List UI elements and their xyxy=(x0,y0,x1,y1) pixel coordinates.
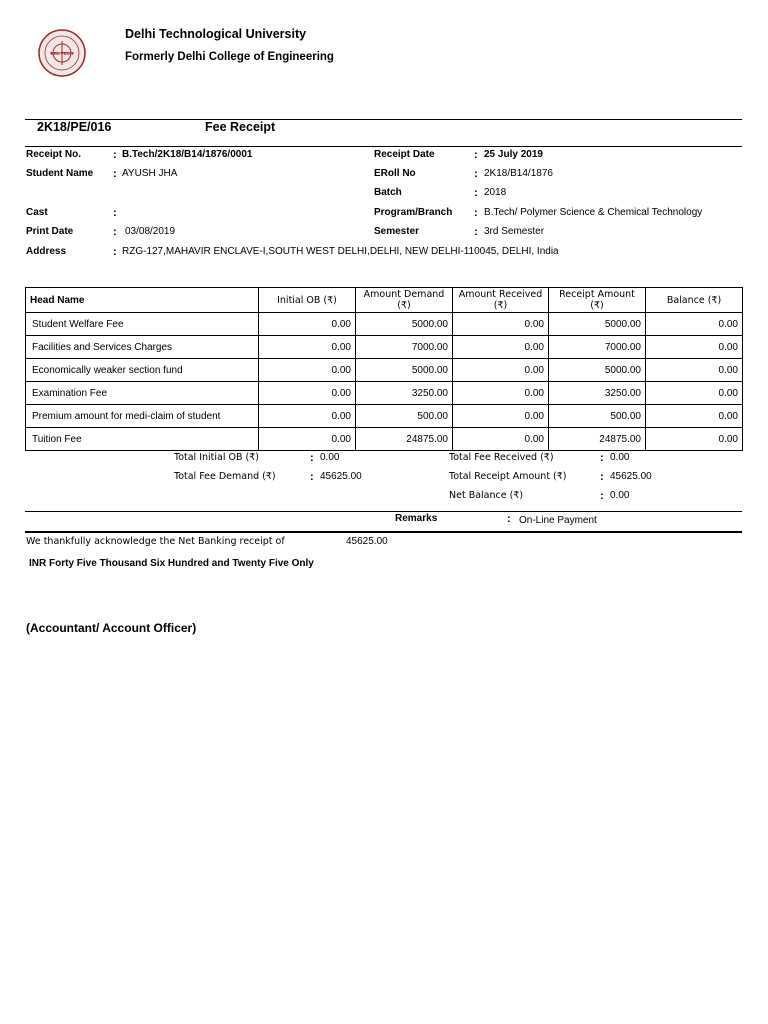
university-former-name: Formerly Delhi College of Engineering xyxy=(125,51,334,63)
receipt-amount-cell: 5000.00 xyxy=(549,359,646,382)
net-balance-value: 0.00 xyxy=(610,490,630,501)
total-fee-received-value: 0.00 xyxy=(610,452,630,463)
head-name-cell: Student Welfare Fee xyxy=(26,313,259,336)
amount-demand-cell: 500.00 xyxy=(356,405,453,428)
table-row xyxy=(26,313,743,336)
balance-cell: 0.00 xyxy=(646,382,743,405)
receipt-amount-cell: 7000.00 xyxy=(549,336,646,359)
total-receipt-amount-label: Total Receipt Amount (₹) xyxy=(449,471,567,482)
semester-label: Semester xyxy=(374,226,420,237)
colon: : xyxy=(474,149,478,161)
eroll-label: ERoll No xyxy=(374,168,416,179)
initial-ob-cell: 0.00 xyxy=(259,313,356,336)
receipt-no-label: Receipt No. xyxy=(26,149,82,160)
logo-text: DEL TECH xyxy=(50,51,74,56)
remarks-label: Remarks xyxy=(395,513,438,524)
receipt-title: Fee Receipt xyxy=(205,120,276,134)
amount-demand-cell: 7000.00 xyxy=(356,336,453,359)
column-header: Receipt Amount (₹) xyxy=(549,288,646,313)
amount-received-cell: 0.00 xyxy=(453,428,549,451)
colon: : xyxy=(474,226,478,238)
table-row xyxy=(26,405,743,428)
amount-received-cell: 0.00 xyxy=(453,359,549,382)
receipt-date-label: Receipt Date xyxy=(374,149,435,160)
column-header: Amount Demand (₹) xyxy=(356,288,453,313)
colon: : xyxy=(474,187,478,199)
amount-received-cell: 0.00 xyxy=(453,382,549,405)
head-name-cell: Facilities and Services Charges xyxy=(26,336,259,359)
batch-value: 2018 xyxy=(484,187,507,198)
net-balance-label: Net Balance (₹) xyxy=(449,490,524,501)
program-value: B.Tech/ Polymer Science & Chemical Technology xyxy=(484,207,703,218)
total-initial-ob-value: 0.00 xyxy=(320,452,340,463)
acknowledgement-amount: 45625.00 xyxy=(346,536,388,547)
table-row xyxy=(26,428,743,451)
total-fee-received-label: Total Fee Received (₹) xyxy=(449,452,554,463)
amount-received-cell: 0.00 xyxy=(453,313,549,336)
colon: : xyxy=(113,149,117,161)
colon: : xyxy=(113,246,117,258)
colon: : xyxy=(474,168,478,180)
total-receipt-amount-value: 45625.00 xyxy=(610,471,652,482)
colon: : xyxy=(600,452,604,464)
head-name-cell: Premium amount for medi-claim of student xyxy=(26,405,259,428)
amount-demand-cell: 24875.00 xyxy=(356,428,453,451)
colon: : xyxy=(113,207,117,219)
receipt-amount-cell: 500.00 xyxy=(549,405,646,428)
initial-ob-cell: 0.00 xyxy=(259,359,356,382)
remarks-top-rule xyxy=(25,511,742,512)
receipt-code: 2K18/PE/016 xyxy=(37,120,112,134)
student-name-value: AYUSH JHA xyxy=(122,168,178,179)
balance-cell: 0.00 xyxy=(646,359,743,382)
university-logo xyxy=(38,29,86,77)
remarks-bottom-rule xyxy=(25,531,742,533)
amount-in-words: INR Forty Five Thousand Six Hundred and Twenty Five Only xyxy=(29,558,314,569)
signatory: (Accountant/ Account Officer) xyxy=(26,621,197,635)
balance-cell: 0.00 xyxy=(646,405,743,428)
title-rule xyxy=(25,146,742,147)
receipt-amount-cell: 24875.00 xyxy=(549,428,646,451)
cast-label: Cast xyxy=(26,207,48,218)
fee-table xyxy=(25,287,743,451)
batch-label: Batch xyxy=(374,187,402,198)
receipt-amount-cell: 5000.00 xyxy=(549,313,646,336)
address-label: Address xyxy=(26,246,67,257)
initial-ob-cell: 0.00 xyxy=(259,428,356,451)
column-header: Amount Received (₹) xyxy=(453,288,549,313)
initial-ob-cell: 0.00 xyxy=(259,405,356,428)
colon: : xyxy=(310,452,314,464)
university-name: Delhi Technological University xyxy=(125,27,307,41)
column-header: Balance (₹) xyxy=(646,288,743,313)
colon: : xyxy=(507,513,511,525)
head-name-cell: Examination Fee xyxy=(26,382,259,405)
address-value: RZG-127,MAHAVIR ENCLAVE-I,SOUTH WEST DELHI,DELHI, NEW DELHI-110045, DELHI, India xyxy=(122,246,559,257)
colon: : xyxy=(113,226,117,238)
table-row xyxy=(26,336,743,359)
colon: : xyxy=(310,471,314,483)
table-row xyxy=(26,382,743,405)
column-header: Head Name xyxy=(26,288,259,313)
colon: : xyxy=(113,168,117,180)
balance-cell: 0.00 xyxy=(646,336,743,359)
receipt-no-value: B.Tech/2K18/B14/1876/0001 xyxy=(122,149,253,160)
receipt-date-value: 25 July 2019 xyxy=(484,149,543,160)
table-row xyxy=(26,359,743,382)
eroll-value: 2K18/B14/1876 xyxy=(484,168,553,179)
total-fee-demand-value: 45625.00 xyxy=(320,471,362,482)
acknowledgement-text: We thankfully acknowledge the Net Banking receipt of xyxy=(26,536,285,547)
colon: : xyxy=(600,490,604,502)
program-label: Program/Branch xyxy=(374,207,453,218)
amount-received-cell: 0.00 xyxy=(453,405,549,428)
amount-demand-cell: 3250.00 xyxy=(356,382,453,405)
total-fee-demand-label: Total Fee Demand (₹) xyxy=(174,471,276,482)
balance-cell: 0.00 xyxy=(646,428,743,451)
total-initial-ob-label: Total Initial OB (₹) xyxy=(174,452,259,463)
colon: : xyxy=(600,471,604,483)
remarks-value: On-Line Payment xyxy=(519,515,597,526)
amount-demand-cell: 5000.00 xyxy=(356,313,453,336)
print-date-label: Print Date xyxy=(26,226,74,237)
column-header: Initial OB (₹) xyxy=(259,288,356,313)
head-name-cell: Tuition Fee xyxy=(26,428,259,451)
balance-cell: 0.00 xyxy=(646,313,743,336)
initial-ob-cell: 0.00 xyxy=(259,382,356,405)
colon: : xyxy=(474,207,478,219)
student-name-label: Student Name xyxy=(26,168,94,179)
table-header-row xyxy=(26,288,743,313)
amount-demand-cell: 5000.00 xyxy=(356,359,453,382)
semester-value: 3rd Semester xyxy=(484,226,545,237)
print-date-value: 03/08/2019 xyxy=(125,226,176,237)
receipt-amount-cell: 3250.00 xyxy=(549,382,646,405)
top-rule xyxy=(25,119,742,120)
head-name-cell: Economically weaker section fund xyxy=(26,359,259,382)
initial-ob-cell: 0.00 xyxy=(259,336,356,359)
amount-received-cell: 0.00 xyxy=(453,336,549,359)
